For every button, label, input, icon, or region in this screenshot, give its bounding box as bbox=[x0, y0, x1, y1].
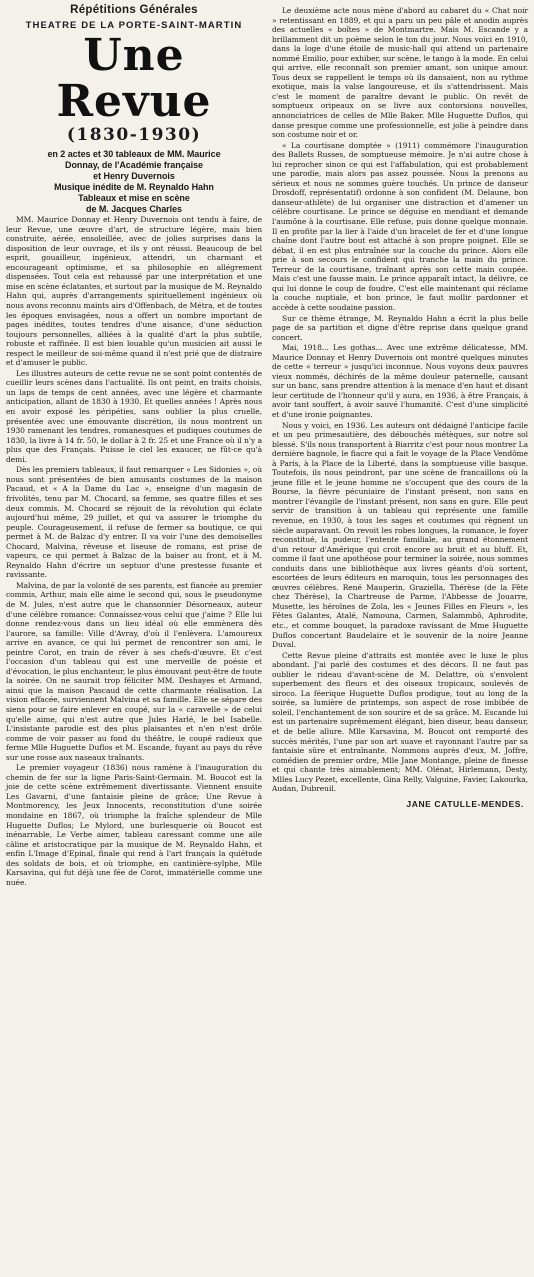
article-paragraph: Nous y voici, en 1936. Les auteurs ont dédaigné l'anticipe facile et un peu primesautière, des débouchés métèques, sur notre sol blessé. S'ils nous transportent à Biarritz c'est pour nous montrer La dernière bagnole, le fiacre qui a fait le voyage de la Place Vendôme à Paris, à la Place de la Liberté, dans la somptueuse ville basque. Toutefois, ils nous peindront, par une scène de francaillons où la jeune fille et le jeune homme ne s'occupent que des cours de la Bourse, la fièvre pécuniaire de l'instant présent, non sans en montrer l'évangile de l'instant présent, non sans en gure. Elle peut servir de transition à un tableau qui représente une famille revenue, en 1930, à tous les sages et coutumes qui règnent un siècle auparavant. On revoit les robes longues, la romance, le foyer reconstitué, la pudeur, l'entente familiale, au grand étonnement d'un retour d'Amérique qui croit encore au bruit et au bluff. Et, comme il faut une apothéose pour terminer la soirée, nous sommes conduits dans une bibliothèque aux livres géants d'où sortent, escortées de leurs éditeurs en maroquin, tous les personnages des œuvres célèbres. René Mauperin, Graziella, Thérèse (de la Fête chez Thérèse), la Chartreuse de Parme, l'Abbesse de Jouarre, Musette, les héroïnes de Zola, les « Jeunes Filles en Fleurs », les Fêtes Galantes, Atalé, Namouna, Carmen, Salammbô, Aphrodite, etc., et comme bouquet, la paradoxe ravissant de Mme Huguette Duflos concertant Baudelaire et le souvenir de la noire Jeanne Duval. bbox=[272, 420, 528, 650]
credit-line: de M. Jacques Charles bbox=[86, 204, 182, 215]
credit-line: Donnay, de l'Académie française bbox=[65, 160, 203, 171]
play-dates: (1830-1930) bbox=[66, 125, 202, 146]
left-column bbox=[6, 6, 262, 887]
play-title: Une Revue bbox=[56, 30, 212, 128]
article-paragraph: « La courtisane domptée » (1911) commémore l'inauguration des Ballets Russes, de somptueuse mémoire. Je n'ai autre chose à lui reprocher sinon ce qui est l'affabulation, qui est probablement une parodie, mais alors pas assez poussée. Nous la prenons au sérieux et nous ne sommes guère touchés. Un prince de danseur Drosdoff, représentatif) ordonne à son confident (M. Delaune, bon danseur-athlète) de lui organiser une distraction et d'amener un célèbre courtisane. Le prince se déguise en mendiant et demande l'aumône à la courtisane. Elle refuse, puis donne quelque monnaie. Il en profite par la lier à l'aide d'un bracelet de fer et d'une longue chaîne dont l'autre bout est attaché à son propre poignet. Elle se débat, il en est plus entraînée sur la couche du prince. Alors elle prie à son secours le confident qui tranche la main du prince. Terreur de la courtisane, traînant après son cette main coupée. Mais c'est une fausse main. Le prince apparaît intact, la délivre, ce qui lui donne le coup de foudre. C'est elle maintenant qui réclame la couche nuptiale, et bon prince, le faut mollir pardonner et accède à cette soudaine passion. bbox=[272, 140, 528, 312]
section-kicker: Répétitions Générales bbox=[70, 4, 198, 16]
article-paragraph: Le deuxième acte nous mène d'abord au cabaret du « Chat noir » retentissant en 1889, et qui a paru un peu pâle et anodin auprès des actuelles « boîtes » de Montmartre. Mais M. Escande y a brillamment dit un poème selon le ton du jour. Nous voici en 1910, dans la loge d'une étoile de music-hall qui attend un partenaire nommé Emilio, pour exhiber, sur scène, le tango à la mode. En celui qui arrive, elle reconnaît son premier amant, son unique amour. Tous deux se rappellent le temps où ils dansaient, non au rythme exotique, mais la valse langoureuse, et ils s'attendrissent. Mais c'est le moment de paraître devant le public. On revêt de somptueux oripeaux on se livre aux contorsions nouvelles, annonciatrices de celles de Mlle Baker. Mlle Huguette Duflos, qui danse presque comme une professionnelle, est jolie à peindre dans son costume noir et or. bbox=[272, 6, 529, 140]
right-column bbox=[272, 6, 528, 809]
credit-line: Musique inédite de M. Reynaldo Hahn bbox=[54, 182, 214, 193]
article-paragraph: Mai, 1918... Les gothas... Avec une extrême délicatesse, MM. Maurice Donnay et Henry Duvernois ont montré quelques minutes de cette « terreur » jusqu'ici inconnue. Nous voyons deux pauvres vieux nommés, déchirés de la même douleur paternelle, causant sur un banc, sans prendre attention à la menace d'en haut et disant leur certitude de l'honneur qu'il y aura, en 1936, à être Français, à avoir tant souffert, à avoir sauvé l'humanité. C'est d'une simplicité et d'une ironie poignantes. bbox=[272, 343, 528, 419]
play-credits bbox=[6, 149, 262, 215]
article-paragraph: Malvina, de par la volonté de ses parents, est fiancée au premier commis, Arthur, mais elle aime le second qui, sous le pseudonyme de M. Jules, n'est autre que le chansonnier Désorneaux, auteur d'une célèbre romance: Connaissez-vous celui que j'aime ? Elle lui donne rendez-vous dans un lieu idéal où elle emmènera dès l'aurore, sa famille: Ville d'Avray, d'où il l'enlèvera. L'amoureux arrive en avance, ce qui lui permet de rencontrer son ami, le peintre Corot, en train de rêver à ses chefs-d'œuvre. Et c'est l'occasion d'un tableau qui est une merveille de poésie et d'évocation, le plus enchanteur, le plus émouvant peut-être de toute la soirée. On ne saurait trop féliciter MM. Deshayes et Armand, ainsi que la maison Pascaud de cette charmante réalisation. La vision effacée, surviennent Malvina et sa famille. Elle se sépare des siens pour se faire enlever en coupé, sur la « caravelle » de celui qu'elle aime, qui n'est autre que Jules Harlé, le bel Isabelle. L'insistante parodie est des plus plaisantes et n'en n'est drôle comme de voir passer au fond du théâtre, le coupé radieux que ferme Mlle Huguette Duflos et M. Escande, fuyant au pays du rêve sur une rosse aux naseaux traînants. bbox=[6, 580, 262, 762]
theatre-name: THEATRE DE LA PORTE-SAINT-MARTIN bbox=[25, 19, 243, 31]
credit-line: et Henry Duvernois bbox=[93, 171, 175, 182]
article-paragraph: Cette Revue pleine d'attraits est montée avec le luxe le plus abondant. J'ai parlé des costumes et des décors. Il ne faut pas oublier le rideau d'avant-scène de M. Delattre, où s'envolent superbement des fleurs et des oiseaux tropicaux, soulevés de siroco. La féerique Huguette Duflos prodigue, tout au long de la soirée, sa lumière de printemps, son aspect de rose imbibée de soleil, l'enchantement de son sourire et de sa grâce. M. Escande lui est un partenaire suprêmement élégant, bien diseur, beau danseur, et de belle allure. Mlle Karsavina, M. Boucot ont remporté des succès mérités, l'une par son art suave et rayonnant l'autre par sa fantaisie sûre et entraînante. Nommons auprès d'eux, M. Joffre, comédien de premier ordre, Mlle Jane Montange, pleine de finesse et qui chante très aimablement; MM. Olénat, Hirlemann, Desty, Mlles Lucy Pezet, excellente, Gina Relly, Valguine, Favier, Lakourka, Audan, Dubreuil. bbox=[272, 650, 528, 794]
article-paragraph: Dès les premiers tableaux, il faut remarquer « Les Sidonies », où nous sont présentées de bien amusants costumes de la maison Pacaud, et « A la Dame du Lac », enseigne d'un magasin de frivolités, tenu par M. Chocard, sa femme, ses quatre filles et ses deux commis. M. Chocard se réjouit de la révolution qui éclate aujourd'hui même, 29 juillet, et qui va assurer le triomphe du peuple. Courageusement, il refuse de fermer sa boutique, ce qui permet à M. de Balzac d'y entrer. Il va voir l'une des demoiselles Chocard, Malvina, rêveuse et liseuse de romans, est prise de vapeurs, ce qui permet à Balzac de la baiser au front, et à M. Reynaldo Hahn d'écrire un septuor d'une prestesse fusante et ravissante. bbox=[6, 465, 262, 580]
credit-line: Tableaux et mise en scène bbox=[78, 193, 190, 204]
article-paragraph: MM. Maurice Donnay et Henry Duvernois ont tendu à faire, de leur Revue, une œuvre d'art, de structure légère, mais bien construite, aérée, ensoleillée, avec de jolies surprises dans la disposition de leur ouvrage, et ils y ont réussi. Beaucoup de bel esprit, gouailleur, ingénieux, attendri, un charmant et encourageant optimisme, et sa philosophie en allégrement dispensées. Tout cela est rehaussé par une interprétation et une mise en scène éclatantes, et surtout par la musique de M. Reynaldo Hahn qui, auprès d'arrangements spirituellement ingénieux où nous avons reconnu maints airs d'Offenbach, de Métra, et de toutes les époques envisagées, nous a offert un nombre important de pages inédites, toutes tendres d'une aisance, d'une séduction toujours personnelles, alliées à la qualité d'art la plus subtile, robuste et raffinée. Il est bien louable qu'un musicien ait aussi le respect le meilleur de soi-même quand il n'est prié que de distraire et d'amuser le public. bbox=[6, 215, 262, 368]
author-signature: JANE CATULLE-MENDES. bbox=[406, 798, 524, 809]
article-paragraph: Le premier voyageur (1836) nous ramène à l'inauguration du chemin de fer sur la ligne Paris-Saint-Germain. M. Boucot est la joie de cette scène extrêmement divertissante. Viennent ensuite Les Gavarni, d'une fantaisie pleine de grâce; Une Revue à Montmorency, les Jeux Innocents, reconstitution d'une soirée mondaine en 1867, où triomphe la fraîche splendeur de Mlle Huguette Duflos; Le Mylord, une burlesquerie où Boucot est inénarrable, Le Verbe aimer, tableau caressant comme une aile câline et aristocratique par la musique de M. Reynaldo Hahn, et enfin L'Image d'Epinal, finale qui rend à l'art français la quiétude des soldats de bois, et où triomphe, en cantinière-sylphe, Mlle Karsavina, qui fut déjà une fée de Corot, immatérielle comme une nuée. bbox=[6, 763, 262, 887]
article-paragraph: Les illustres auteurs de cette revue ne se sont point contentés de cueillir leurs scènes dans l'actualité. Ils ont peint, en traits choisis, un laps de temps de cent années, avec une légère et charmante anticipation, allant de 1830 à 1930. Et quelles années ! Après nous en avoir exposé les péripéties, sans oublier la plus cruelle, présentée avec une émouvante discrétion, ils nous montrent un 1930 ramenant les tendres, romanesques et pudiques coutumes de 1830, la livre à 14 fr. 50, le dollar à 2 fr. 25 et une France où il n'y a plus que des Français. Puisse le ciel les exaucer, ne fût-ce qu'à demi. bbox=[6, 368, 262, 464]
article-paragraph: Sur ce thème étrange, M. Reynaldo Hahn a écrit la plus belle page de sa partition et digne d'être reprise dans quelque grand concert. bbox=[272, 313, 528, 342]
credit-line: en 2 actes et 30 tableaux de MM. Maurice bbox=[47, 149, 221, 160]
